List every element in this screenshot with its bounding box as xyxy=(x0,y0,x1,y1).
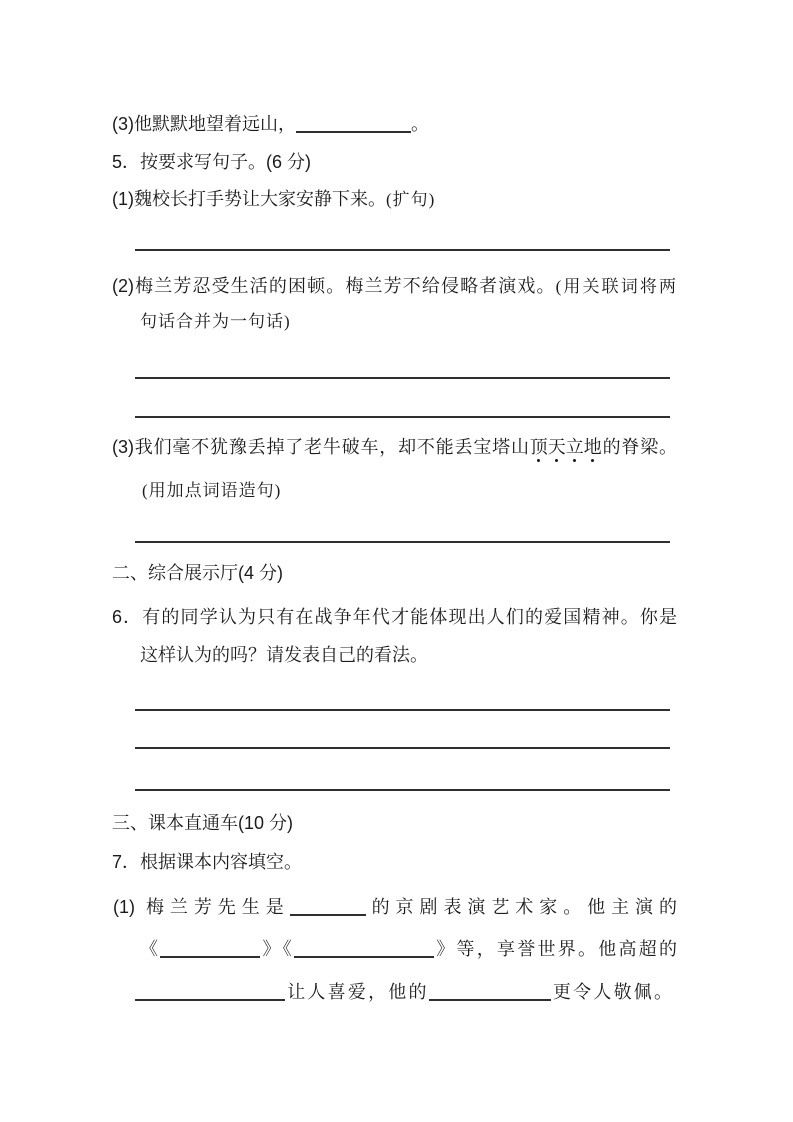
question-5-item-1-line xyxy=(112,186,435,213)
question-7-item-1-subject: (1) 梅兰芳先生是 xyxy=(113,897,290,917)
question-6-line-1 xyxy=(112,604,677,630)
fill-in-blank xyxy=(160,938,260,958)
fill-in-blank xyxy=(290,896,366,916)
question-7-item-1-after-titles: 》等，享誉世界。他高超的 xyxy=(434,939,677,959)
question-5-item-3-note-line xyxy=(142,477,281,504)
answer-line xyxy=(135,416,670,418)
question-5-item-2-note-part2-line xyxy=(140,308,291,335)
question-5-heading xyxy=(112,149,311,175)
answer-line xyxy=(135,377,670,379)
question-7-heading xyxy=(112,849,302,875)
title-bracket-close-open: 》《 xyxy=(260,939,294,959)
question-7-item-1-line-3 xyxy=(135,979,672,1005)
question-5-item-1-text: (1)魏校长打手势让大家安静下来。 xyxy=(112,189,386,209)
question-5-item-2-note-part2: 句话合并为一句话) xyxy=(140,312,291,331)
question-5-item-3-line xyxy=(112,434,677,460)
question-5-item-2-note-part1: (用关联词将两 xyxy=(555,277,677,296)
question-7-item-1-middle: 让人喜爱，他的 xyxy=(285,982,429,1002)
question-7-item-1-end: 更令人敬佩。 xyxy=(550,982,673,1002)
question-4-item-3-text: (3)他默默地望着远山， xyxy=(112,114,296,134)
question-6-line-1-text: 6．有的同学认为只有在战争年代才能体现出人们的爱国精神。你是 xyxy=(112,607,677,627)
question-7-item-1-after-blank1: 的京剧表演艺术家。他主演的 xyxy=(365,897,678,917)
fill-in-blank xyxy=(135,981,285,1001)
question-5-item-3-text-before: (3)我们毫不犹豫丢掉了老牛破车，却不能丢宝塔山 xyxy=(112,437,530,457)
question-4-item-3-period: 。 xyxy=(411,114,429,134)
question-7-item-1-line-2 xyxy=(140,936,677,962)
question-5-item-2-line xyxy=(112,273,677,300)
answer-line xyxy=(135,789,670,791)
answer-line xyxy=(135,709,670,711)
question-5-item-3-note: (用加点词语造句) xyxy=(142,481,282,500)
section-2-heading xyxy=(112,560,283,586)
answer-line xyxy=(135,249,670,251)
section-3-heading-text: 三、课本直通车(10 分) xyxy=(112,813,294,833)
answer-line xyxy=(135,541,670,543)
fill-in-blank xyxy=(429,981,551,1001)
section-2-heading-text: 二、综合展示厅(4 分) xyxy=(112,563,283,583)
question-7-item-1-line-1 xyxy=(113,894,677,920)
question-5-item-2-text: (2)梅兰芳忍受生活的困顿。梅兰芳不给侵略者演戏。 xyxy=(112,276,556,296)
question-5-item-1-note: (扩句) xyxy=(386,190,436,209)
answer-line xyxy=(135,747,670,749)
fill-in-blank xyxy=(296,113,411,133)
title-bracket-open: 《 xyxy=(140,939,161,959)
question-6-line-2 xyxy=(140,642,428,668)
fill-in-blank xyxy=(294,938,434,958)
question-5-item-3-text-after: 的脊梁。 xyxy=(601,437,678,457)
question-4-item-3-line xyxy=(112,111,429,137)
section-3-heading xyxy=(112,810,293,836)
emphasized-word: 顶天立地 xyxy=(530,437,602,457)
question-7-heading-text: 7．根据课本内容填空。 xyxy=(112,852,303,872)
question-5-heading-text: 5．按要求写句子。(6 分) xyxy=(112,152,312,172)
question-6-line-2-text: 这样认为的吗？请发表自己的看法。 xyxy=(140,645,428,665)
